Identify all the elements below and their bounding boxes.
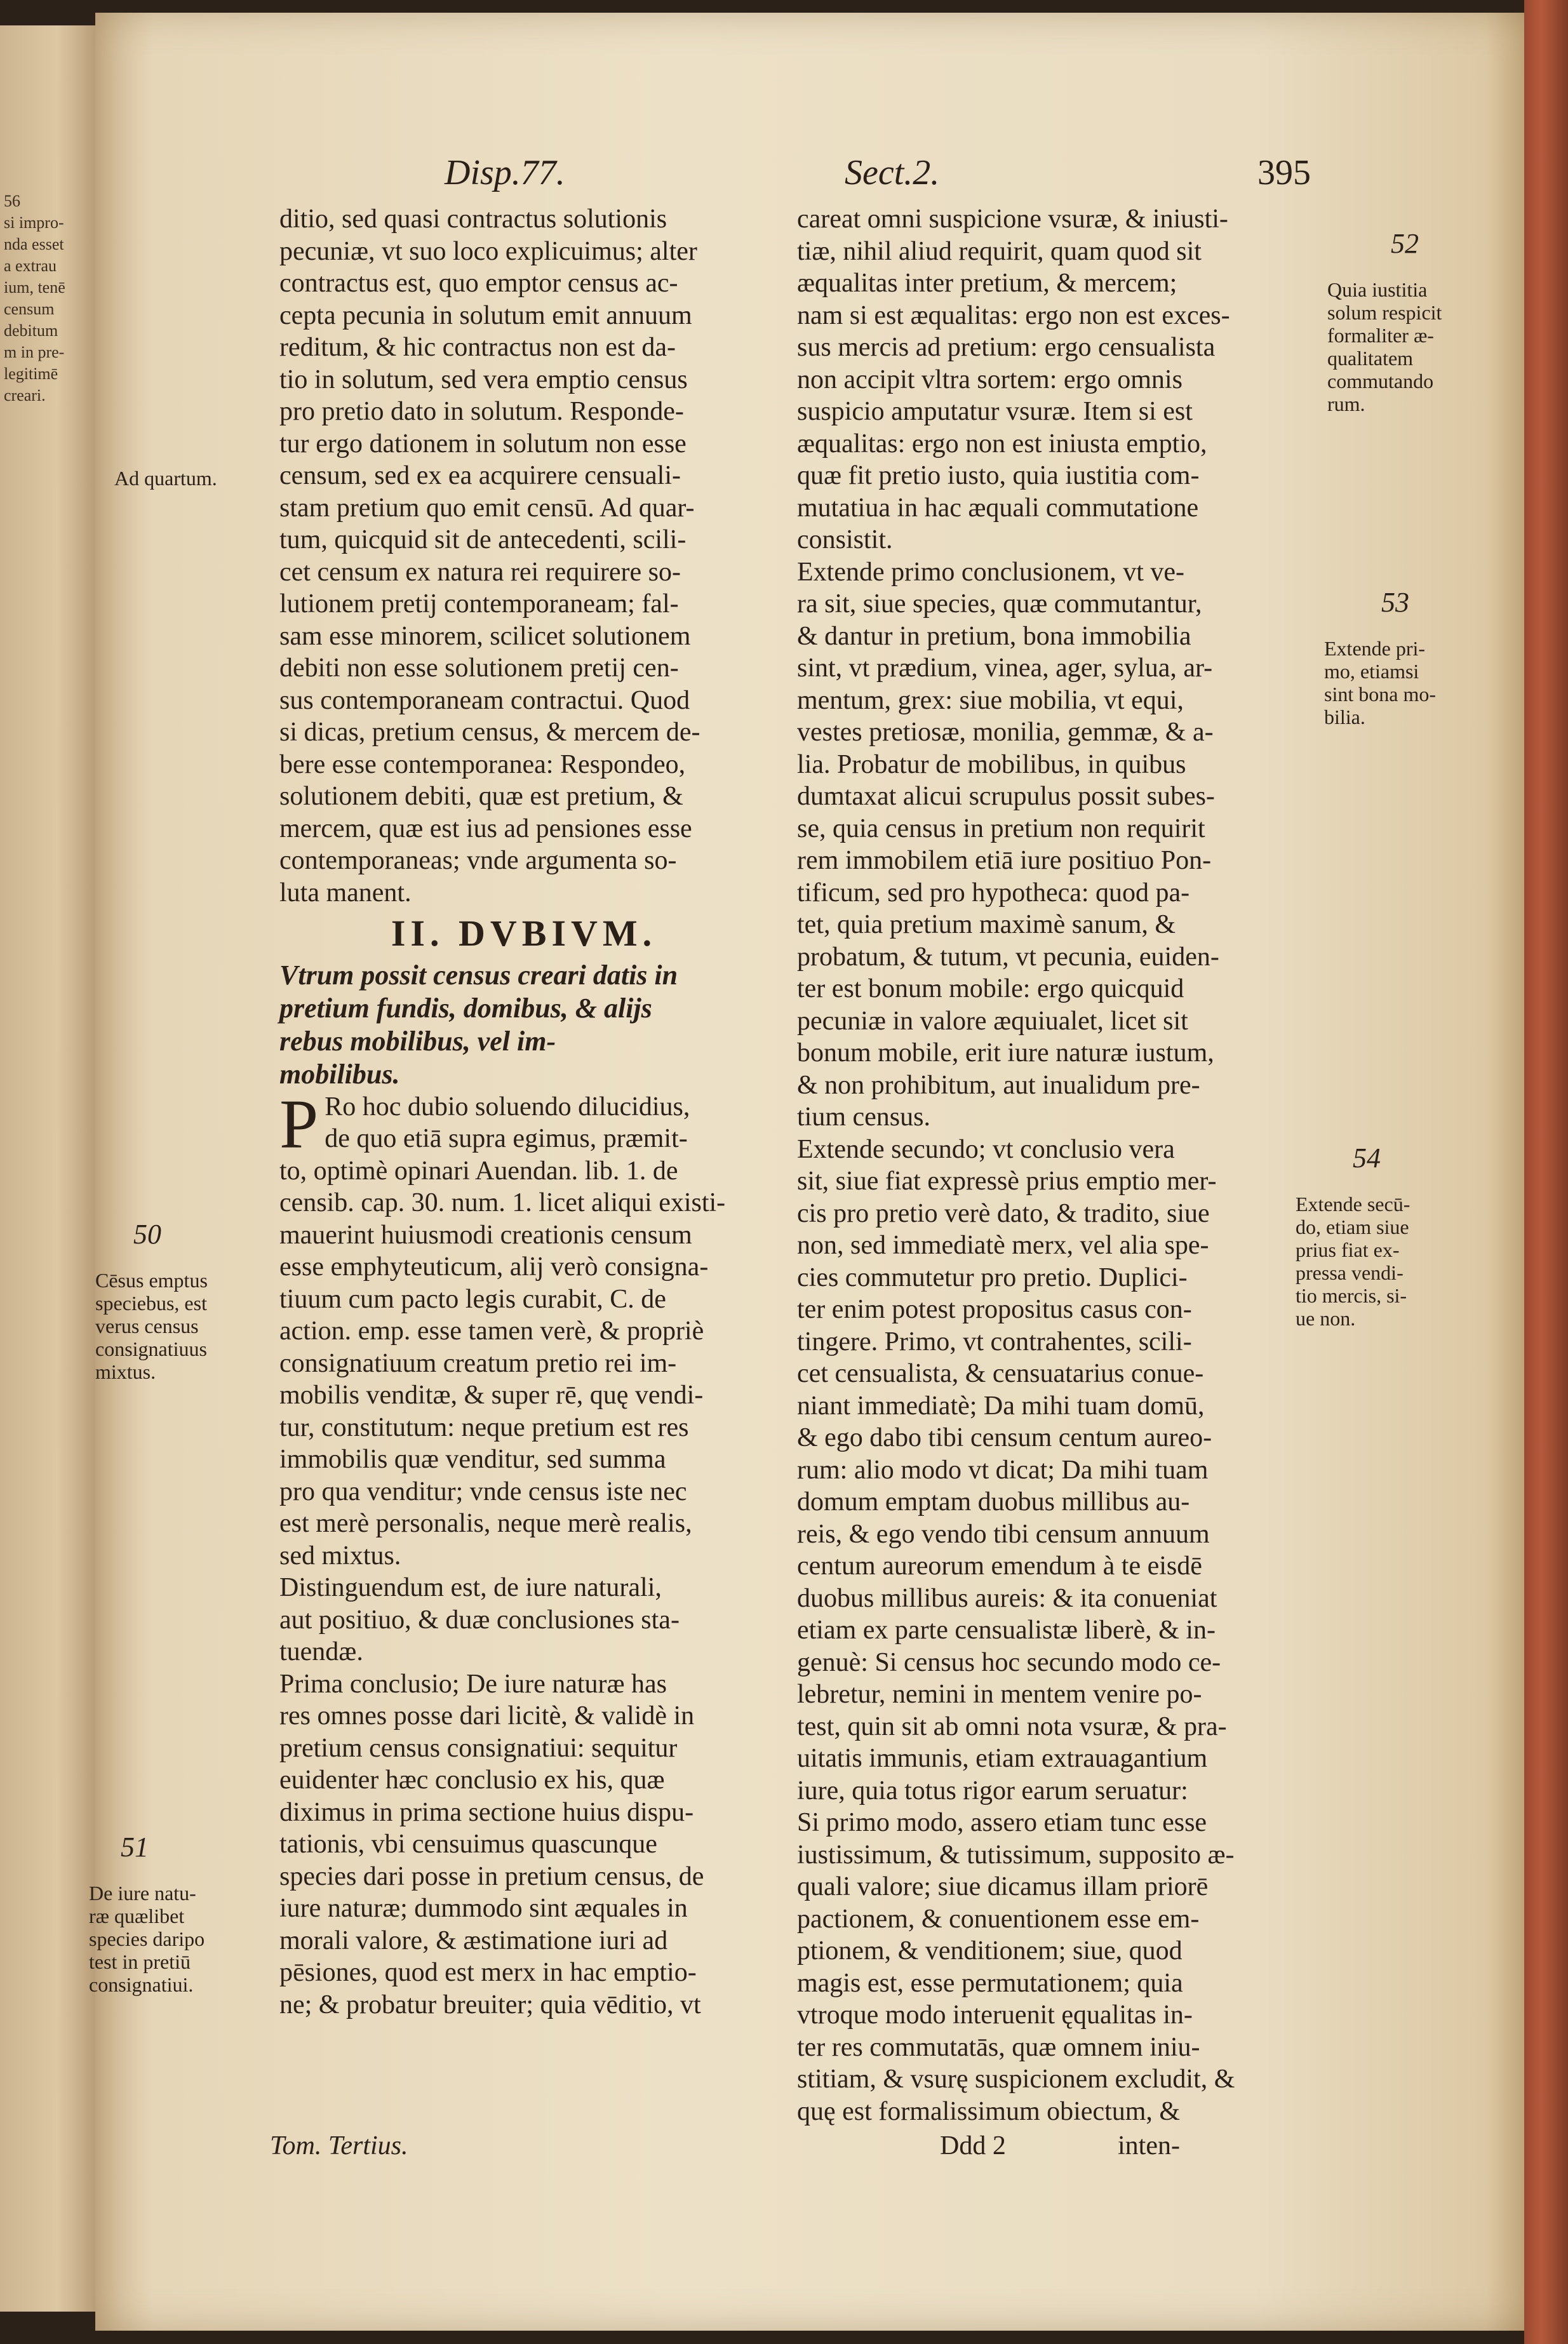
text-line: sus contemporaneam contractui. Quod [279, 685, 690, 715]
text-line: quali valore; siue dicamus illam priorē [797, 1872, 1209, 1901]
text-line: res omnes posse dari licitè, & validè in [279, 1701, 695, 1731]
text-line: Extende secundo; vt conclusio vera [797, 1134, 1175, 1164]
text-line: sus mercis ad pretium: ergo censualista [797, 333, 1216, 362]
text-line: stam pretium quo emit censū. Ad quar- [279, 493, 695, 523]
text-line: cet censualista, & censuatarius conue- [797, 1359, 1204, 1388]
margin-note-number: 51 [121, 1832, 149, 1863]
text-line: Prima conclusio; De iure naturæ has [279, 1669, 667, 1699]
left-column-text-bottom [279, 1085, 768, 2021]
text-line: Distinguendum est, de iure naturali, [279, 1573, 662, 1602]
text-line: tet, quia pretium maximè sanum, & [797, 910, 1176, 939]
previous-page-margin-notes: 56 si impro- nda esset a extrau ium, tenē censum debitum m in pre- legitimē creari. [4, 192, 65, 405]
text-line: mobilibus. [279, 1058, 400, 1090]
text-line: iustissimum, & tutissimum, supposito æ- [797, 1840, 1235, 1870]
text-line: pro qua venditur; vnde census iste nec [279, 1477, 687, 1506]
text-line: rem immobilem etiā iure positiuo Pon- [797, 846, 1212, 875]
text-line: pactionem, & conuentionem esse em- [797, 1904, 1200, 1934]
text-line: cepta pecunia in solutum emit annuum [279, 300, 692, 330]
text-line: contemporaneas; vnde argumenta so- [279, 846, 677, 875]
text-line: mentum, grex: siue mobilia, vt equi, [797, 685, 1184, 715]
text-line: cies commutetur pro pretio. Duplici- [797, 1262, 1188, 1292]
text-line: & non prohibitum, aut inualidum pre- [797, 1070, 1200, 1100]
text-line: tium census. [797, 1102, 930, 1132]
text-line: pretium fundis, domibus, & alijs [279, 992, 652, 1024]
text-line: mauerint huiusmodi creationis censum [279, 1220, 692, 1250]
text-line: tiæ, nihil aliud requirit, quam quod sit [797, 236, 1202, 266]
text-line: esse emphyteuticum, alij verò consigna- [279, 1252, 709, 1282]
text-line: morali valore, & æstimatione iuri ad [279, 1925, 668, 1955]
text-line: aut positiuo, & duæ conclusiones sta- [279, 1605, 680, 1635]
text-line: lutionem pretij contemporaneam; fal- [279, 589, 679, 619]
text-line: etiam ex parte censualistæ liberè, & in- [797, 1616, 1216, 1645]
text-line: careat omni suspicione vsuræ, & iniusti- [797, 204, 1228, 234]
text-line: tingere. Primo, vt contrahentes, scili- [797, 1327, 1192, 1356]
text-line: tuendæ. [279, 1637, 363, 1666]
text-line: nam si est æqualitas: ergo non est exces- [797, 300, 1230, 330]
text-line: cet censum ex natura rei requirere so- [279, 557, 681, 587]
text-line: lia. Probatur de mobilibus, in quibus [797, 749, 1186, 779]
text-line: non, sed immediatè merx, vel alia spe- [797, 1231, 1209, 1260]
text-line: vtroque modo interuenit ęqualitas in- [797, 2000, 1193, 2030]
dubium-question [279, 959, 768, 1091]
margin-note-text: Extende secū- do, etiam siue prius fiat ex- pressa vendi- tio mercis, si- ue non. [1296, 1193, 1411, 1330]
left-column [279, 203, 768, 2021]
margin-note-text: Cēsus emptus speciebus, est verus census consignatiuus mixtus. [95, 1269, 208, 1383]
text-line: de quo etiā supra egimus, præmit- [325, 1124, 688, 1153]
text-line: mercem, quæ est ius ad pensiones esse [279, 814, 692, 843]
text-line: immobilis quæ venditur, sed summa [279, 1445, 666, 1474]
text-line: luta manent. [279, 878, 412, 907]
text-line: ter est bonum mobile: ergo quicquid [797, 974, 1184, 1003]
text-line: species dari posse in pretium census, de [279, 1861, 704, 1891]
text-line: stitiam, & vsurę suspicionem excludit, & [797, 2065, 1235, 2094]
text-line: ter enim potest propositus casus con- [797, 1295, 1192, 1324]
text-line: pecuniæ, vt suo loco explicuimus; alter [279, 236, 697, 266]
text-line: sint, vt prædium, vinea, ager, sylua, ar- [797, 653, 1213, 683]
margin-note-text: Quia iustitia solum respicit formaliter æ- qualitatem commutando rum. [1327, 278, 1442, 415]
signature-mark: Ddd 2 [940, 2131, 1006, 2160]
right-column-text [797, 203, 1305, 2127]
text-line: dumtaxat alicui scrupulus possit subes- [797, 782, 1215, 811]
dubium-heading: II. DVBIVM. [391, 913, 657, 954]
dubium-body [279, 1085, 768, 2021]
text-line: action. emp. esse tamen verè, & propriè [279, 1316, 704, 1346]
margin-note-number: 52 [1391, 228, 1419, 259]
text-line: ter res commutatās, quæ omnem iniu- [797, 2032, 1200, 2062]
text-line: duobus millibus aureis: & ita conueniat [797, 1583, 1217, 1613]
text-line: uitatis immunis, etiam extrauagantium [797, 1744, 1208, 1773]
text-line: ptionem, & venditionem; siue, quod [797, 1936, 1183, 1966]
text-line: rum: alio modo vt dicat; Da mihi tuam [797, 1455, 1209, 1485]
text-line: niant immediatè; Da mihi tuam domū, [797, 1391, 1205, 1421]
text-line: cis pro pretio verè dato, & tradito, siue [797, 1198, 1210, 1228]
margin-note-54 [1296, 1124, 1486, 1330]
text-line: Ro hoc dubio soluendo dilucidius, [325, 1092, 690, 1122]
text-line: reis, & ego vendo tibi censum annuum [797, 1519, 1210, 1549]
text-line: sit, siue fiat expressè prius emptio mer- [797, 1167, 1217, 1196]
text-line: consignatiuum creatum pretio rei im- [279, 1348, 677, 1378]
margin-note-53 [1324, 568, 1489, 728]
text-line: pēsiones, quod est merx in hac emptio- [279, 1958, 697, 1987]
text-line: Extende primo conclusionem, vt ve- [797, 557, 1185, 587]
text-line: sed mixtus. [279, 1541, 401, 1570]
text-line: lebretur, nemini in mentem venire po- [797, 1680, 1202, 1709]
text-line: censum, sed ex ea acquirere censuali- [279, 461, 681, 490]
page-number: 395 [1257, 153, 1311, 192]
text-line: tum, quicquid sit de antecedenti, scili- [279, 525, 687, 554]
text-line: mutatiua in hac æquali commutatione [797, 493, 1199, 523]
text-line: consistit. [797, 525, 893, 554]
text-line: reditum, & hic contractus non est da- [279, 333, 676, 362]
text-line: tio in solutum, sed vera emptio census [279, 365, 688, 394]
margin-note-text: De iure natu- ræ quælibet species daripo test in pretiū consignatiui. [89, 1882, 205, 1996]
text-line: non accipit vltra sortem: ergo omnis [797, 365, 1183, 394]
margin-note-number: 50 [133, 1219, 161, 1250]
text-line: quæ fit pretio iusto, quia iustitia com- [797, 461, 1200, 490]
text-line: & dantur in pretium, bona immobilia [797, 621, 1191, 651]
text-line: iure naturæ; dummodo sint æquales in [279, 1894, 688, 1923]
text-line: pro pretio dato in solutum. Responde- [279, 397, 684, 426]
text-line: est merè personalis, neque merè realis, [279, 1509, 692, 1538]
text-line: contractus est, quo emptor census ac- [279, 269, 678, 298]
margin-note-number: 53 [1381, 587, 1409, 618]
text-line: ne; & probatur breuiter; quia vēditio, vt [279, 1990, 701, 2019]
left-column-text-top [279, 203, 768, 909]
volume-label: Tom. Tertius. [270, 2131, 408, 2160]
text-line: sam esse minorem, scilicet solutionem [279, 621, 691, 651]
text-line: Si primo modo, assero etiam tunc esse [797, 1808, 1207, 1837]
margin-note-52 [1327, 210, 1492, 415]
text-line: tur, constitutum: neque pretium est res [279, 1412, 689, 1442]
text-line: suspicio amputatur vsuræ. Item si est [797, 397, 1193, 426]
margin-note-number: 54 [1353, 1142, 1381, 1174]
text-line: magis est, esse permutationem; quia [797, 1968, 1183, 1998]
text-line: ditio, sed quasi contractus solutionis [279, 204, 667, 234]
text-line: tificum, sed pro hypotheca: quod pa- [797, 878, 1190, 907]
text-line: diximus in prima sectione huius dispu- [279, 1797, 694, 1827]
catchword: inten- [1118, 2131, 1180, 2160]
text-line: to, optimè opinari Auendan. lib. 1. de [279, 1156, 678, 1186]
previous-page-edge [0, 25, 97, 2312]
margin-note-50 [95, 1200, 222, 1383]
text-line: si dicas, pretium census, & mercem de- [279, 718, 700, 747]
text-line: test, quin sit ab omni nota vsuræ, & pra- [797, 1711, 1227, 1741]
text-line: tiuum cum pacto legis curabit, C. de [279, 1284, 666, 1314]
text-line: iure, quia totus rigor earum seruatur: [797, 1776, 1188, 1805]
text-line: & ego dabo tibi censum centum aureo- [797, 1423, 1212, 1452]
text-line: pretium census consignatiui: sequitur [279, 1733, 678, 1763]
text-line: se, quia census in pretium non requirit [797, 814, 1205, 843]
text-line: æqualitas: ergo non est iniusta emptio, [797, 429, 1207, 459]
page-fore-edge [1524, 0, 1568, 2344]
text-line: Vtrum possit census creari datis in [279, 959, 678, 991]
text-line: genuè: Si census hoc secundo modo ce- [797, 1647, 1221, 1677]
text-line: æqualitas inter pretium, & mercem; [797, 269, 1177, 298]
text-line: pecuniæ in valore æquiualet, licet sit [797, 1006, 1188, 1036]
text-line: centum aureorum emendum à te eisdē [797, 1551, 1202, 1581]
right-column [797, 203, 1305, 2127]
margin-note-51 [89, 1813, 216, 1996]
margin-note-text: Extende pri- mo, etiamsi sint bona mo- bilia. [1324, 637, 1436, 728]
text-line: debiti non esse solutionem pretij cen- [279, 653, 679, 683]
text-line: euidenter hæc conclusio ex his, quæ [279, 1765, 665, 1795]
text-line: rebus mobilibus, vel im- [279, 1025, 556, 1057]
text-line: quę est formalissimum obiectum, & [797, 2096, 1181, 2126]
text-line: tur ergo dationem in solutum non esse [279, 429, 687, 459]
text-line: censib. cap. 30. num. 1. licet aliqui existi- [279, 1188, 726, 1217]
text-line: bere esse contemporanea: Respondeo, [279, 749, 686, 779]
running-head-left: Disp.77. [445, 153, 565, 192]
drop-capital: P [279, 1085, 319, 1163]
text-line: mobilis venditæ, & super rē, quę vendi- [279, 1381, 704, 1410]
text-line: ra sit, siue species, quæ commutantur, [797, 589, 1202, 619]
text-line: domum emptam duobus millibus au- [797, 1487, 1190, 1517]
margin-note-ad-quartum: Ad quartum. [114, 467, 217, 490]
text-line: vestes pretiosæ, monilia, gemmæ, & a- [797, 718, 1214, 747]
running-head-middle: Sect.2. [845, 153, 940, 192]
text-line: solutionem debiti, quæ est pretium, & [279, 782, 683, 811]
text-line: tationis, vbi censuimus quascunque [279, 1830, 657, 1859]
text-line: probatum, & tutum, vt pecunia, euiden- [797, 942, 1219, 972]
text-line: bonum mobile, erit iure naturæ iustum, [797, 1038, 1214, 1068]
